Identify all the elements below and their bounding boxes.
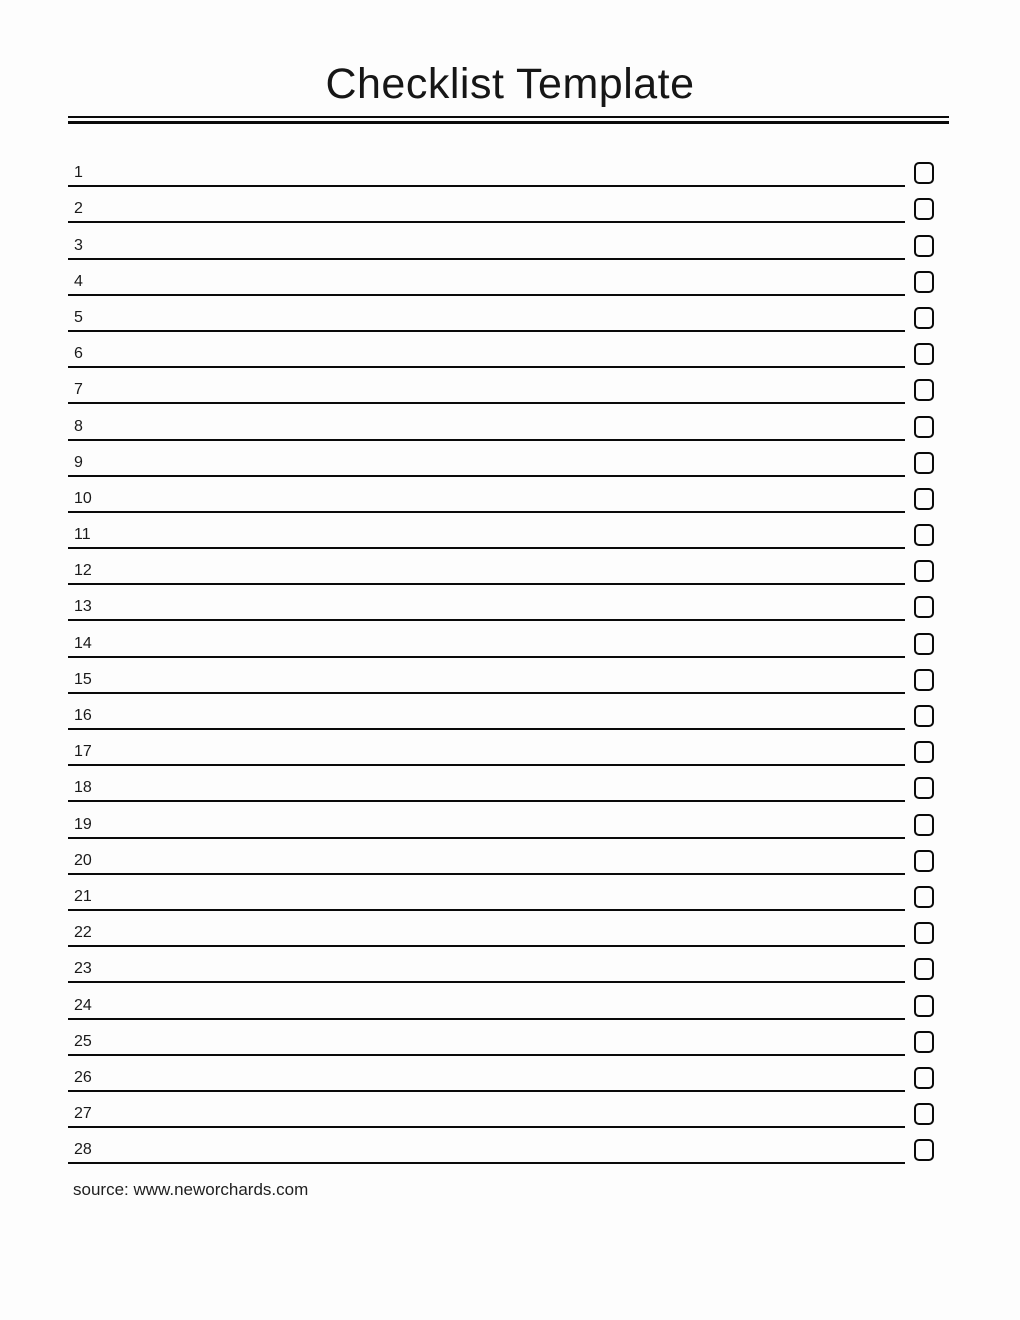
item-text-line[interactable]: [68, 1128, 905, 1164]
item-checkbox[interactable]: [914, 416, 934, 438]
checklist: [68, 151, 934, 1164]
checklist-row: [68, 404, 934, 440]
item-checkbox[interactable]: [914, 669, 934, 691]
checklist-row: [68, 802, 934, 838]
item-text-line[interactable]: [68, 802, 905, 838]
item-checkbox[interactable]: [914, 633, 934, 655]
item-number: 24: [74, 996, 92, 1014]
item-text-line[interactable]: [68, 368, 905, 404]
item-checkbox[interactable]: [914, 235, 934, 257]
item-number: 15: [74, 670, 92, 688]
item-text-line[interactable]: [68, 477, 905, 513]
page-title: Checklist Template: [325, 60, 695, 108]
item-number: 20: [74, 851, 92, 869]
source-text: source: www.neworchards.com: [73, 1180, 309, 1199]
item-text-line[interactable]: [68, 839, 905, 875]
checklist-row: [68, 368, 934, 404]
item-text-line[interactable]: [68, 332, 905, 368]
item-text-line[interactable]: [68, 694, 905, 730]
item-text-line[interactable]: [68, 187, 905, 223]
item-number: 18: [74, 779, 92, 797]
item-number: 3: [74, 236, 83, 254]
checklist-row: [68, 1128, 934, 1164]
item-number: 5: [74, 308, 83, 326]
item-text-line[interactable]: [68, 513, 905, 549]
item-number: 27: [74, 1105, 92, 1123]
item-number: 28: [74, 1141, 92, 1159]
item-number: 19: [74, 815, 92, 833]
item-number: 17: [74, 743, 92, 761]
item-number: 16: [74, 707, 92, 724]
item-checkbox[interactable]: [914, 343, 934, 365]
item-text-line[interactable]: [68, 549, 905, 585]
item-number: 13: [74, 598, 92, 616]
checklist-row: [68, 983, 934, 1019]
item-checkbox[interactable]: [914, 488, 934, 510]
item-text-line[interactable]: [68, 1020, 905, 1056]
item-checkbox[interactable]: [914, 850, 934, 872]
item-number: 22: [74, 924, 92, 942]
item-text-line[interactable]: [68, 947, 905, 983]
checklist-row: [68, 477, 934, 513]
item-number: 23: [74, 960, 92, 978]
item-number: 14: [74, 634, 92, 652]
checklist-row: [68, 694, 934, 730]
item-number: 26: [74, 1068, 92, 1086]
checklist-row: [68, 1020, 934, 1056]
item-checkbox[interactable]: [914, 452, 934, 474]
item-checkbox[interactable]: [914, 1031, 934, 1053]
item-text-line[interactable]: [68, 911, 905, 947]
item-checkbox[interactable]: [914, 814, 934, 836]
item-text-line[interactable]: [68, 1056, 905, 1092]
checklist-row: [68, 621, 934, 657]
item-checkbox[interactable]: [914, 198, 934, 220]
item-text-line[interactable]: [68, 875, 905, 911]
checklist-row: [68, 441, 934, 477]
item-number: 12: [74, 562, 92, 580]
item-checkbox[interactable]: [914, 524, 934, 546]
item-text-line[interactable]: [68, 223, 905, 259]
checklist-row: [68, 513, 934, 549]
checklist-row: [68, 766, 934, 802]
checklist-row: [68, 875, 934, 911]
item-text-line[interactable]: [68, 260, 905, 296]
item-number: 21: [74, 887, 92, 905]
item-checkbox[interactable]: [914, 162, 934, 184]
item-number: 25: [74, 1032, 92, 1050]
item-checkbox[interactable]: [914, 1067, 934, 1089]
item-number: 2: [74, 200, 83, 218]
checklist-row: [68, 947, 934, 983]
checklist-row: [68, 187, 934, 223]
item-text-line[interactable]: [68, 1092, 905, 1128]
item-checkbox[interactable]: [914, 705, 934, 727]
item-number: 10: [74, 489, 92, 507]
item-text-line[interactable]: [68, 621, 905, 657]
item-checkbox[interactable]: [914, 271, 934, 293]
item-checkbox[interactable]: [914, 596, 934, 618]
checklist-row: [68, 911, 934, 947]
item-number: 8: [74, 417, 83, 435]
item-checkbox[interactable]: [914, 307, 934, 329]
item-number: 9: [74, 453, 83, 471]
checklist-row: [68, 730, 934, 766]
checklist-row: [68, 1056, 934, 1092]
checklist-row: [68, 151, 934, 187]
item-text-line[interactable]: [68, 585, 905, 621]
item-checkbox[interactable]: [914, 560, 934, 582]
item-number: 6: [74, 345, 83, 363]
checklist-row: [68, 658, 934, 694]
item-checkbox[interactable]: [914, 922, 934, 944]
item-text-line[interactable]: [68, 983, 905, 1019]
item-text-line[interactable]: [68, 730, 905, 766]
item-text-line[interactable]: [68, 296, 905, 332]
item-text-line[interactable]: [68, 404, 905, 440]
checklist-row: [68, 332, 934, 368]
item-checkbox[interactable]: [914, 958, 934, 980]
item-checkbox[interactable]: [914, 886, 934, 908]
item-text-line[interactable]: [68, 441, 905, 477]
item-checkbox[interactable]: [914, 1103, 934, 1125]
checklist-row: [68, 549, 934, 585]
item-text-line[interactable]: [68, 766, 905, 802]
item-text-line[interactable]: [68, 658, 905, 694]
title-divider: [68, 116, 949, 124]
item-text-line[interactable]: [68, 151, 905, 187]
item-checkbox[interactable]: [914, 995, 934, 1017]
checklist-row: [68, 223, 934, 259]
item-number: 1: [74, 164, 83, 182]
checklist-row: [68, 839, 934, 875]
checklist-row: [68, 585, 934, 621]
item-number: 4: [74, 272, 83, 290]
checklist-row: [68, 1092, 934, 1128]
item-checkbox[interactable]: [914, 741, 934, 763]
item-checkbox[interactable]: [914, 777, 934, 799]
checklist-row: [68, 260, 934, 296]
checklist-row: [68, 296, 934, 332]
item-checkbox[interactable]: [914, 379, 934, 401]
item-number: 11: [74, 526, 91, 544]
item-checkbox[interactable]: [914, 1139, 934, 1161]
item-number: 7: [74, 381, 83, 399]
